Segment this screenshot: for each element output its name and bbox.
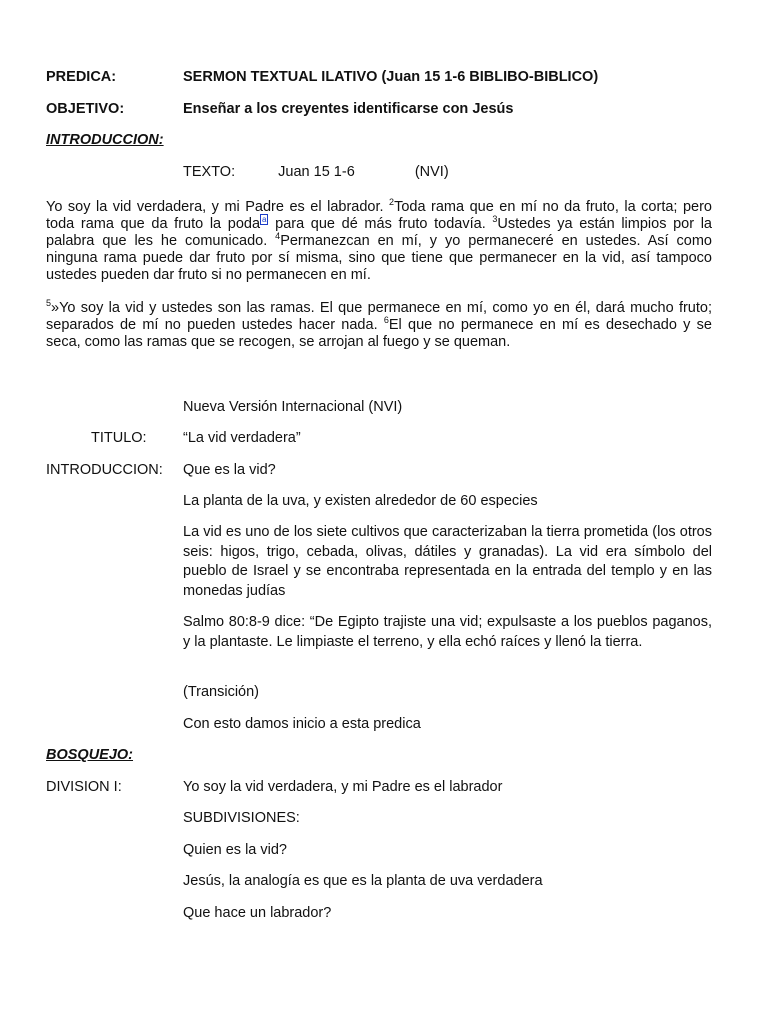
verse-paragraph-1 <box>46 199 712 284</box>
verse-1-text: Yo soy la vid verdadera, y mi Padre es el labrador. <box>46 199 390 215</box>
texto-version: (NVI) <box>414 164 449 180</box>
predica-label: PREDICA: <box>46 69 117 85</box>
verse-number-4: 4 <box>275 231 281 242</box>
bosquejo-heading: BOSQUEJO: <box>46 747 134 763</box>
objetivo-label: OBJETIVO: <box>46 101 125 117</box>
footnote-link[interactable]: a <box>262 215 267 225</box>
division-value: Yo soy la vid verdadera, y mi Padre es el labrador <box>183 779 503 795</box>
texto-row <box>183 163 449 181</box>
subdivisiones-label: SUBDIVISIONES: <box>183 810 300 826</box>
verse-4-text: Permanezcan en mí, y yo permaneceré en ustedes. Así como ninguna rama puede dar fruto por sí misma, sino que tiene que permanecer en la vid, así tampoco ustedes pueden dar fruto si no permanecen en mí. <box>46 233 712 283</box>
verse-number-6: 6 <box>383 315 389 326</box>
introduccion-label: INTRODUCCION: <box>46 462 163 478</box>
titulo-value: “La vid verdadera” <box>183 430 301 446</box>
verse-2-text-end: para que dé más fruto todavía. <box>268 216 493 232</box>
verse-3-text: Ustedes ya están limpios por la palabra que les he comunicado. <box>46 216 712 249</box>
division-label: DIVISION I: <box>46 779 122 795</box>
transicion-text: (Transición) <box>183 684 260 700</box>
objetivo-value: Enseñar a los creyentes identificarse con Jesús <box>183 101 514 117</box>
list-item: Que hace un labrador? <box>183 905 332 921</box>
verse-number-5: 5 <box>46 298 52 309</box>
verse-number-2: 2 <box>389 197 395 208</box>
salmo-paragraph: Salmo 80:8-9 dice: “De Egipto trajiste una vid; expulsaste a los pueblos paganos, y la plantaste. Le limpiaste el terreno, y ella echó raíces y llenó la tierra. <box>183 614 712 650</box>
introduccion-heading: INTRODUCCION: <box>46 132 164 148</box>
inicio-text: Con esto damos inicio a esta predica <box>183 716 421 732</box>
verse-5-text: »Yo soy la vid y ustedes son las ramas. El que permanece en mí, como yo en él, dará mucho fruto; separados de mí no pueden ustedes hacer nada. <box>46 300 712 333</box>
verse-6-text: El que no permanece en mí es desechado y se seca, como las ramas que se recogen, se arrojan al fuego y se queman. <box>46 317 712 350</box>
introduccion-answer: La planta de la uva, y existen alrededor de 60 especies <box>183 493 538 509</box>
list-item: Quien es la vid? <box>183 842 287 858</box>
texto-label: TEXTO: <box>183 164 236 180</box>
version-name: Nueva Versión Internacional (NVI) <box>183 399 403 415</box>
predica-value: SERMON TEXTUAL ILATIVO (Juan 15 1-6 BIBLIBO-BIBLICO) <box>183 69 599 85</box>
introduccion-question: Que es la vid? <box>183 462 276 478</box>
list-item: Jesús, la analogía es que es la planta de uva verdadera <box>183 873 543 889</box>
verse-number-3: 3 <box>492 214 498 225</box>
titulo-label: TITULO: <box>91 430 147 446</box>
introduccion-paragraph: La vid es uno de los siete cultivos que caracterizaban la tierra prometida (los otros seis: higos, trigo, cebada, olivas, dátiles y granadas). La vid era símbolo del pueblo de Israel y se encontraba representada en la entrada del templo y en las monedas judías <box>183 524 712 599</box>
verse-paragraph-2 <box>46 300 712 351</box>
texto-reference: Juan 15 1-6 <box>278 164 355 180</box>
verse-2-text: Toda rama que en mí no da fruto, la corta; pero toda rama que da fruto la poda <box>46 199 712 232</box>
